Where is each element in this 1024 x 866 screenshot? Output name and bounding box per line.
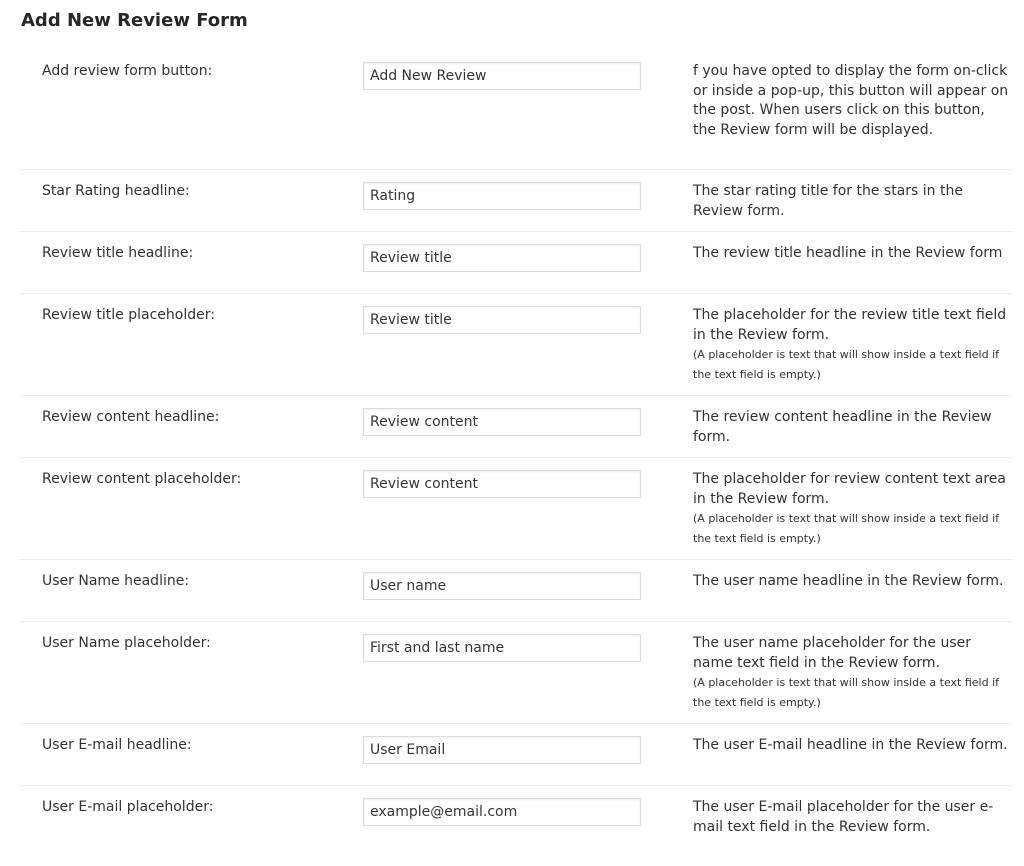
field-label: Add review form button: xyxy=(42,63,213,79)
field-description: The user name placeholder for the user name text field in the Review form. (A placeholder is text that will show inside a text field if the text field is empty.) xyxy=(693,622,1012,723)
review-content-placeholder-input[interactable] xyxy=(363,470,641,498)
row-user-name-placeholder xyxy=(20,622,1012,724)
row-review-title-headline xyxy=(20,232,1012,294)
field-label: User Name headline: xyxy=(42,573,190,589)
row-review-content-headline xyxy=(20,396,1012,458)
placeholder-note: (A placeholder is text that will show inside a text field if the text field is empty.) xyxy=(693,348,1000,381)
field-description: The user E-mail placeholder for the user e-mail text field in the Review form. xyxy=(693,799,994,835)
field-label: Review content placeholder: xyxy=(42,471,242,487)
field-description: The placeholder for review content text area in the Review form. (A placeholder is text that will show inside a text field if the text field is empty.) xyxy=(693,458,1012,559)
field-label: Review content headline: xyxy=(42,409,220,425)
field-description: f you have opted to display the form on-click or inside a pop-up, this button will appear on the post. When users click on this button, the Review form will be displayed. xyxy=(693,63,1009,138)
placeholder-note: (A placeholder is text that will show inside a text field if the text field is empty.) xyxy=(693,676,1000,709)
review-title-placeholder-input[interactable] xyxy=(363,306,641,334)
row-review-content-placeholder xyxy=(20,458,1012,560)
field-description: The user name headline in the Review form. xyxy=(693,573,1004,589)
row-user-name-headline xyxy=(20,560,1012,622)
user-email-placeholder-input[interactable] xyxy=(363,798,641,826)
field-label: User Name placeholder: xyxy=(42,635,211,651)
row-review-title-placeholder xyxy=(20,294,1012,396)
field-label: Star Rating headline: xyxy=(42,183,190,199)
review-title-headline-input[interactable] xyxy=(363,244,641,272)
field-description: The review content headline in the Review form. xyxy=(693,409,992,445)
field-description: The review title headline in the Review form xyxy=(693,245,1003,261)
star-rating-headline-input[interactable] xyxy=(363,182,641,210)
user-email-headline-input[interactable] xyxy=(363,736,641,764)
field-description: The star rating title for the stars in the Review form. xyxy=(693,183,963,219)
field-label: User E-mail headline: xyxy=(42,737,192,753)
page-title: Add New Review Form xyxy=(21,10,248,31)
add-review-button-input[interactable] xyxy=(363,62,641,90)
review-content-headline-input[interactable] xyxy=(363,408,641,436)
row-add-review-button xyxy=(20,50,1012,170)
field-description: The user E-mail headline in the Review form. xyxy=(693,737,1008,753)
row-user-email-placeholder xyxy=(20,786,1012,866)
user-name-headline-input[interactable] xyxy=(363,572,641,600)
field-description: The placeholder for the review title text field in the Review form. (A placeholder is text that will show inside a text field if the text field is empty.) xyxy=(693,294,1012,395)
placeholder-note: (A placeholder is text that will show inside a text field if the text field is empty.) xyxy=(693,512,1000,545)
row-user-email-headline xyxy=(20,724,1012,786)
field-label: Review title placeholder: xyxy=(42,307,215,323)
row-star-rating-headline xyxy=(20,170,1012,232)
field-label: User E-mail placeholder: xyxy=(42,799,214,815)
user-name-placeholder-input[interactable] xyxy=(363,634,641,662)
review-form-settings-table xyxy=(20,50,1012,866)
field-label: Review title headline: xyxy=(42,245,194,261)
